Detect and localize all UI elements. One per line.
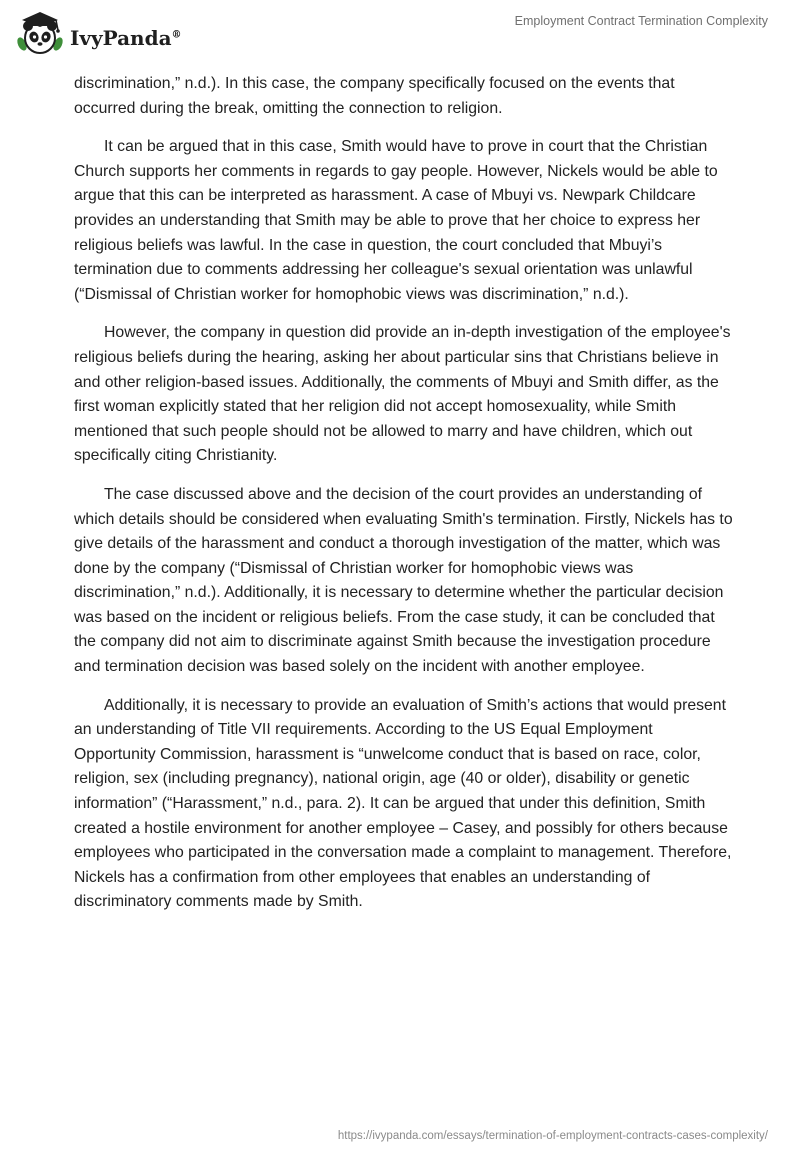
source-url[interactable]: https://ivypanda.com/essays/termination-of-employment-contracts-cases-complexity/ [337, 1130, 768, 1142]
registered-mark: ® [171, 29, 182, 41]
logo-text: IvyPanda [70, 26, 172, 50]
panda-graduate-icon [14, 8, 66, 60]
paragraph-continued: discrimination,” n.d.). In this case, the company specifically focused on the events that occurred during the break, omitting the connection to religion. [74, 75, 675, 117]
running-title: Employment Contract Termination Complexity [514, 14, 768, 28]
ivypanda-logo[interactable] [14, 8, 214, 60]
paragraph: The case discussed above and the decision of the court provides an understanding of which details should be considered when evaluating Smith's termination. Firstly, Nickels has to give details of the harassment and conduct a thorough investigation of the matter, which was done by the company (“Dismissal of Christian worker for homophobic views was discrimination,” n.d.). Additionally, it is necessary to determine whether the particular decision was based on the incident or religious beliefs. From the case study, it can be concluded that the company did not aim to discriminate against Smith because the investigation procedure and termination decision was based solely on the incident with another employee. [74, 485, 733, 676]
essay-body [74, 72, 734, 929]
page-header [0, 0, 800, 66]
paragraph: Additionally, it is necessary to provide an evaluation of Smith’s actions that would present an understanding of Title VII requirements. According to the US Equal Employment Opportunity Commission, harassment is “unwelcome conduct that is based on race, color, religion, sex (including pregnancy), national origin, age (40 or older), disability or genetic information” (“Harassment,” n.d., para. 2). It can be argued that under this definition, Smith created a hostile environment for another employee – Casey, and possibly for others because employees who participated in the conversation made a complaint to management. Therefore, Nickels has a confirmation from other employees that enables an understanding of discriminatory comments made by Smith. [74, 696, 732, 911]
logo-wordmark [70, 26, 182, 50]
paragraph: However, the company in question did provide an in-depth investigation of the employee's religious beliefs during the hearing, asking her about particular sins that Christians believe in and other religion-based issues. Additionally, the comments of Mbuyi and Smith differ, as the first woman explicitly stated that her religion did not accept homosexuality, while Smith mentioned that such people should not be allowed to marry and have children, which out specifically citing Christianity. [74, 324, 731, 465]
paragraph: It can be argued that in this case, Smith would have to prove in court that the Christian Church supports her comments in regards to gay people. However, Nickels would be able to argue that this can be interpreted as harassment. A case of Mbuyi vs. Newpark Childcare provides an understanding that Smith may be able to prove that her choice to express her religious beliefs was lawful. In the case in question, the court concluded that Mbuyi’s termination due to comments addressing her colleague's sexual orientation was unlawful (“Dismissal of Christian worker for homophobic views was discrimination,” n.d.). [74, 138, 718, 303]
